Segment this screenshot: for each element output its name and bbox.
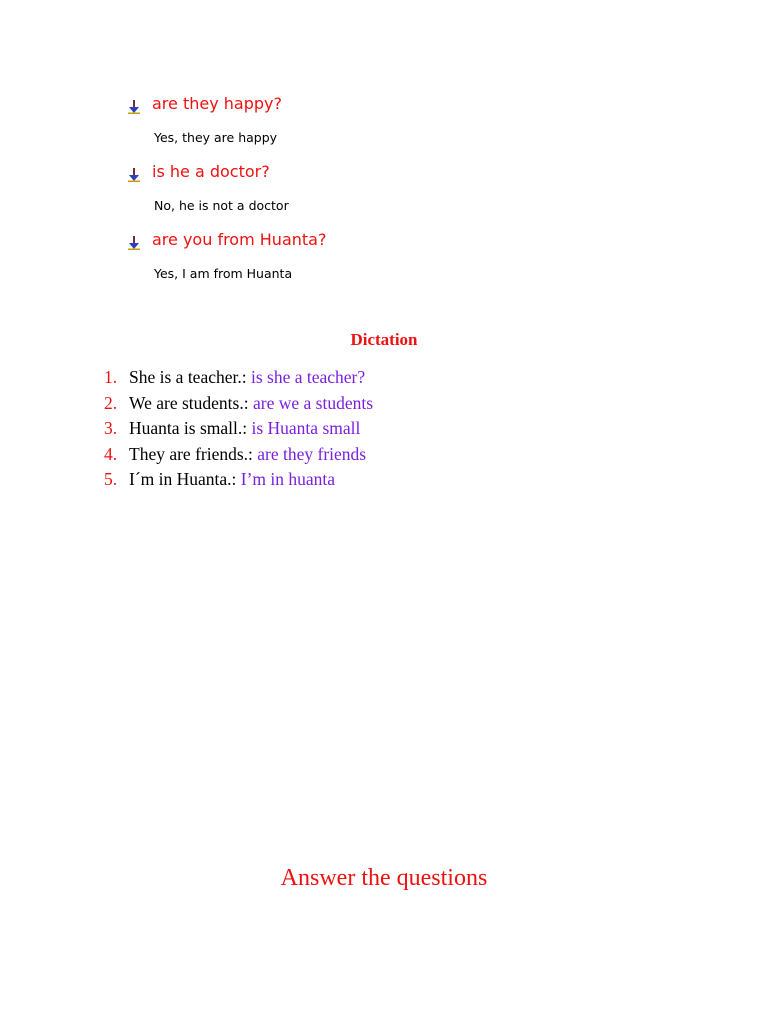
dictation-item bbox=[104, 365, 704, 391]
dictation-sentence: Huanta is small.: bbox=[129, 418, 252, 439]
answer-text: No, he is not a doctor bbox=[154, 198, 289, 213]
dictation-sentence: They are friends.: bbox=[129, 443, 258, 464]
answer-text: Yes, I am from Huanta bbox=[154, 266, 293, 281]
arrow-down-bullet-icon bbox=[128, 100, 140, 114]
answer-questions-heading: Answer the questions bbox=[280, 865, 488, 891]
dictation-answer: are they friends bbox=[257, 443, 367, 464]
dictation-answer: is Huanta small bbox=[251, 418, 361, 439]
dictation-list bbox=[104, 365, 704, 493]
question-text: are they happy? bbox=[152, 94, 282, 113]
qa-item bbox=[128, 228, 688, 296]
arrow-down-bullet-icon bbox=[128, 236, 140, 250]
arrow-down-bullet-icon bbox=[128, 168, 140, 182]
dictation-title: Dictation bbox=[350, 330, 418, 349]
dictation-item bbox=[104, 416, 704, 442]
item-number: 4. bbox=[104, 443, 118, 464]
dictation-item bbox=[104, 467, 704, 493]
qa-item bbox=[128, 160, 688, 228]
dictation-sentence: I´m in Huanta.: bbox=[129, 469, 241, 490]
item-number: 1. bbox=[104, 367, 118, 387]
dictation-answer: is she a teacher? bbox=[250, 367, 366, 387]
dictation-sentence: She is a teacher.: bbox=[129, 367, 251, 387]
item-number: 3. bbox=[104, 418, 118, 439]
question-text: are you from Huanta? bbox=[152, 230, 327, 249]
dictation-answer: are we a students bbox=[252, 392, 374, 413]
dictation-item bbox=[104, 442, 704, 468]
qa-item bbox=[128, 92, 688, 160]
dictation-item bbox=[104, 391, 704, 417]
dictation-sentence: We are students.: bbox=[129, 392, 253, 413]
item-number: 5. bbox=[104, 469, 118, 490]
item-number: 2. bbox=[104, 392, 118, 413]
answer-text: Yes, they are happy bbox=[154, 130, 278, 145]
question-answer-list bbox=[128, 92, 688, 296]
dictation-answer: I’m in huanta bbox=[240, 469, 336, 490]
question-text: is he a doctor? bbox=[152, 162, 270, 181]
